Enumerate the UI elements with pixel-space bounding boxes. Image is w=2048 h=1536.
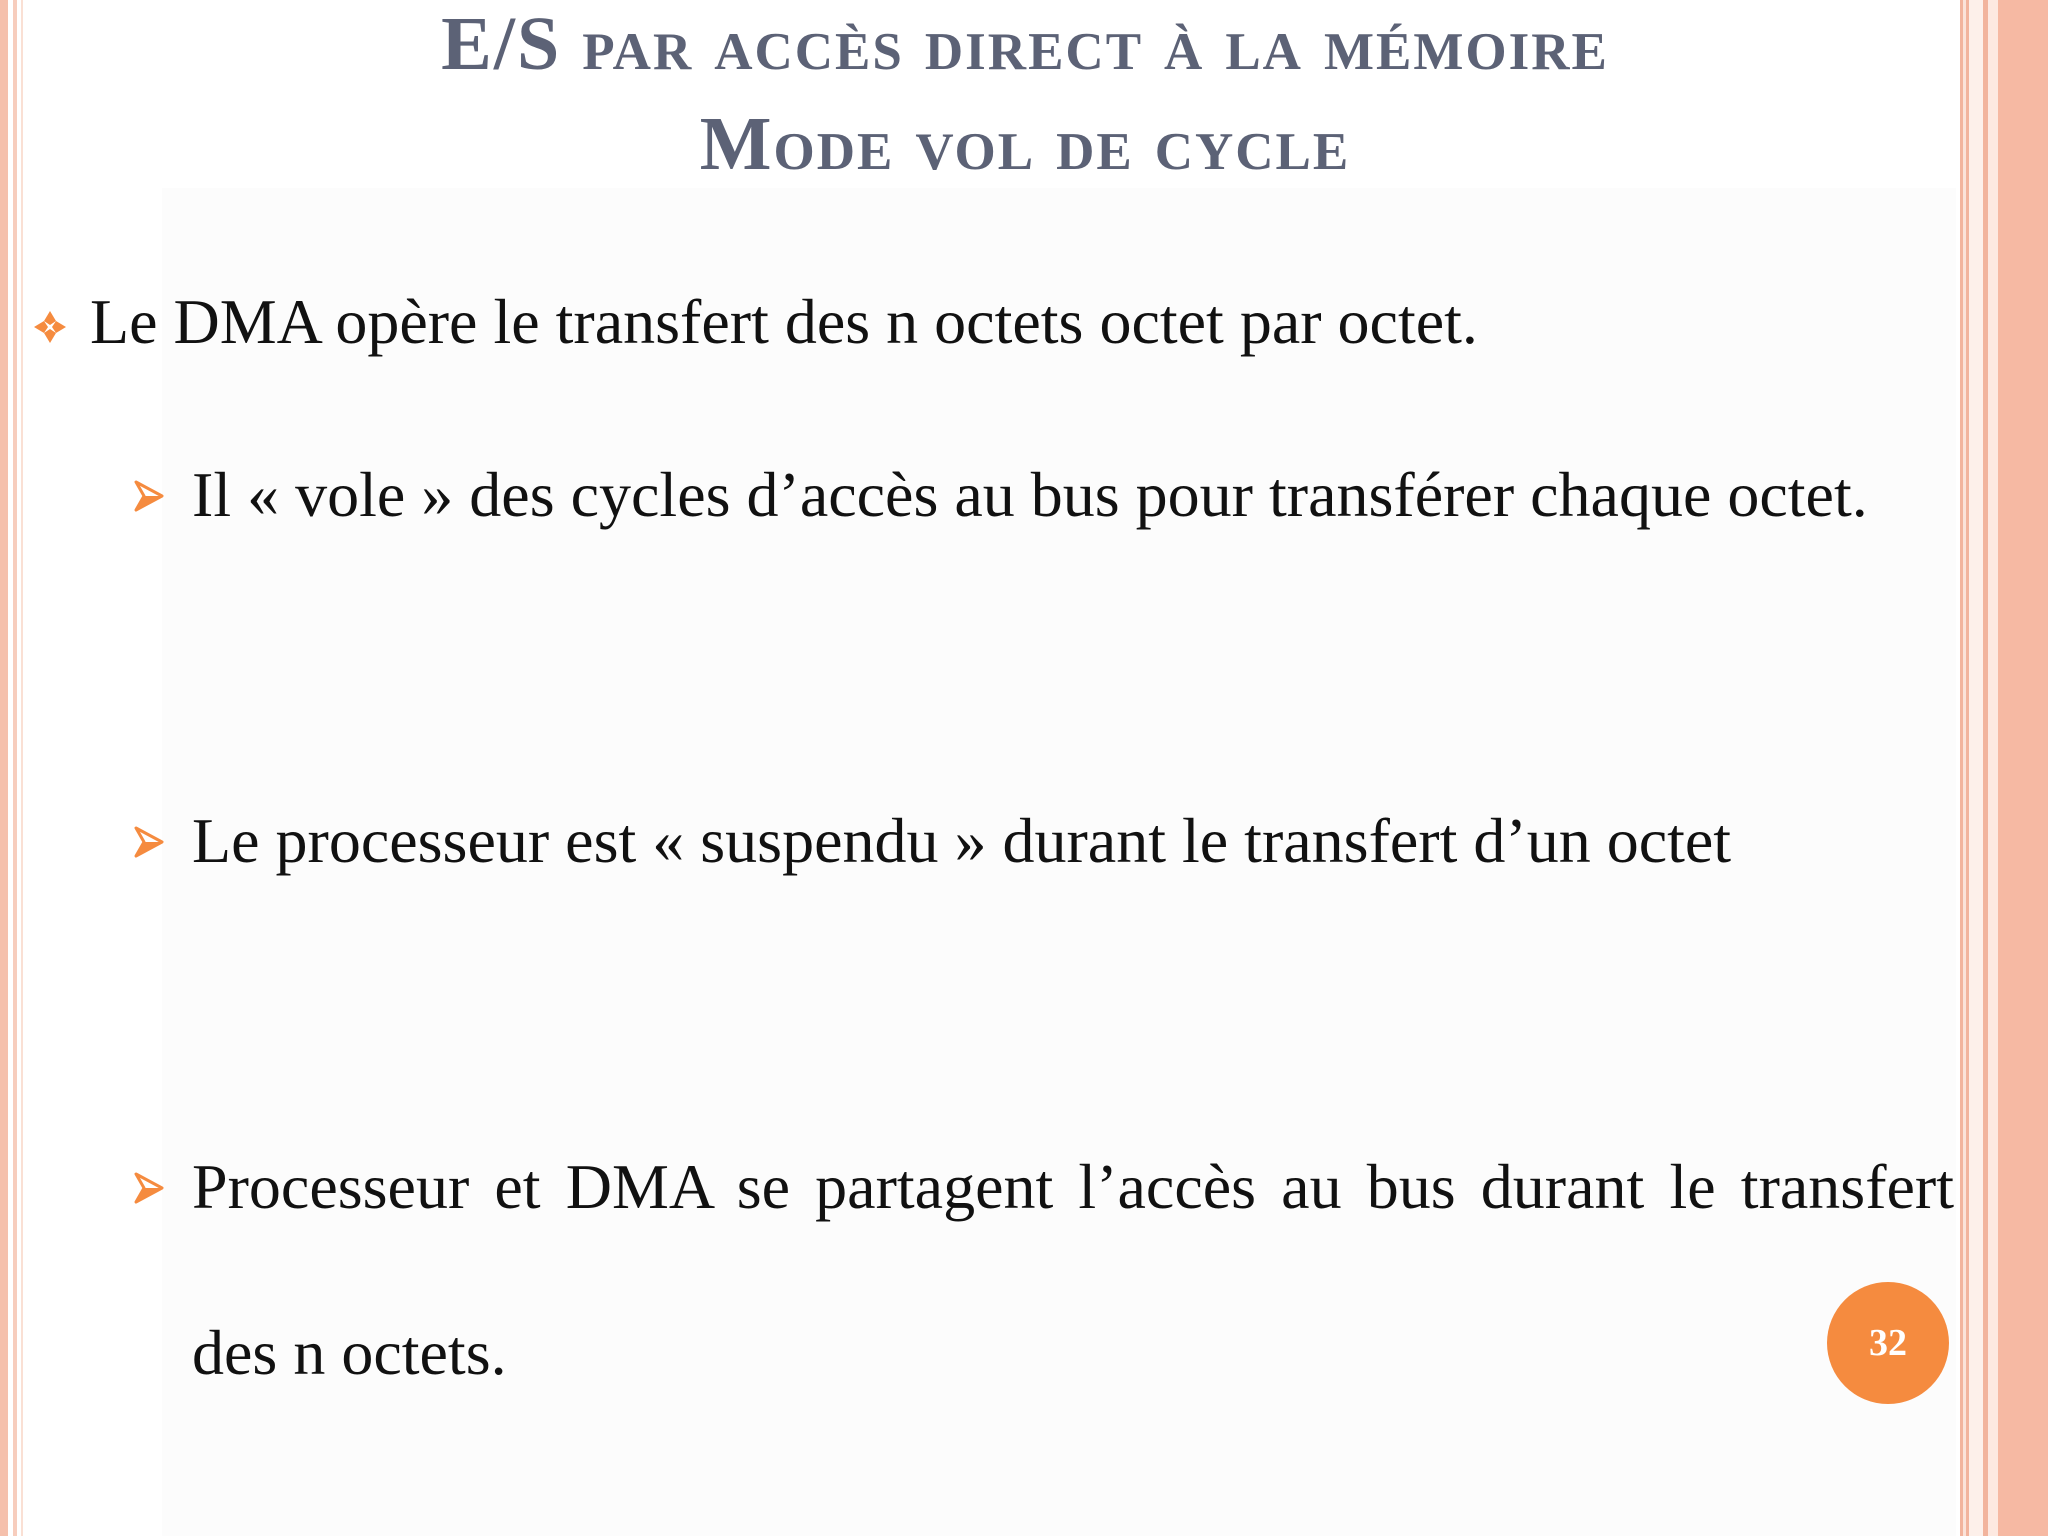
sub-bullet-text: Processeur et DMA se partagent l’accès au bus durant le transfert des n octets. (192, 1151, 1954, 1388)
arrow-bullet-icon (132, 478, 166, 514)
slide-title-line-1: E/S par accès direct à la mémoire (441, 2, 1609, 86)
sub-bullet-text: Il « vole » des cycles d’accès au bus pour transférer chaque octet. (192, 459, 1868, 530)
main-bullet-text: Le DMA opère le transfert des n octets octet par octet. (90, 286, 1478, 357)
left-border-stripe (0, 0, 8, 1536)
left-border-stripe (13, 0, 17, 1536)
right-border-stripe (1988, 0, 1998, 1536)
slide-title (160, 0, 1890, 194)
diamond-bullet-icon (32, 309, 68, 345)
right-border-stripe (1998, 0, 2048, 1536)
sub-bullet-text: Le processeur est « suspendu » durant le transfert d’un octet (192, 805, 1732, 876)
arrow-bullet-icon (132, 824, 166, 860)
slide-title-line-2: Mode vol de cycle (699, 102, 1351, 186)
left-border-stripe (21, 0, 23, 1536)
right-border-stripe (1969, 0, 1983, 1536)
arrow-bullet-icon (132, 1170, 166, 1206)
page-number-badge: 32 (1827, 1282, 1949, 1404)
